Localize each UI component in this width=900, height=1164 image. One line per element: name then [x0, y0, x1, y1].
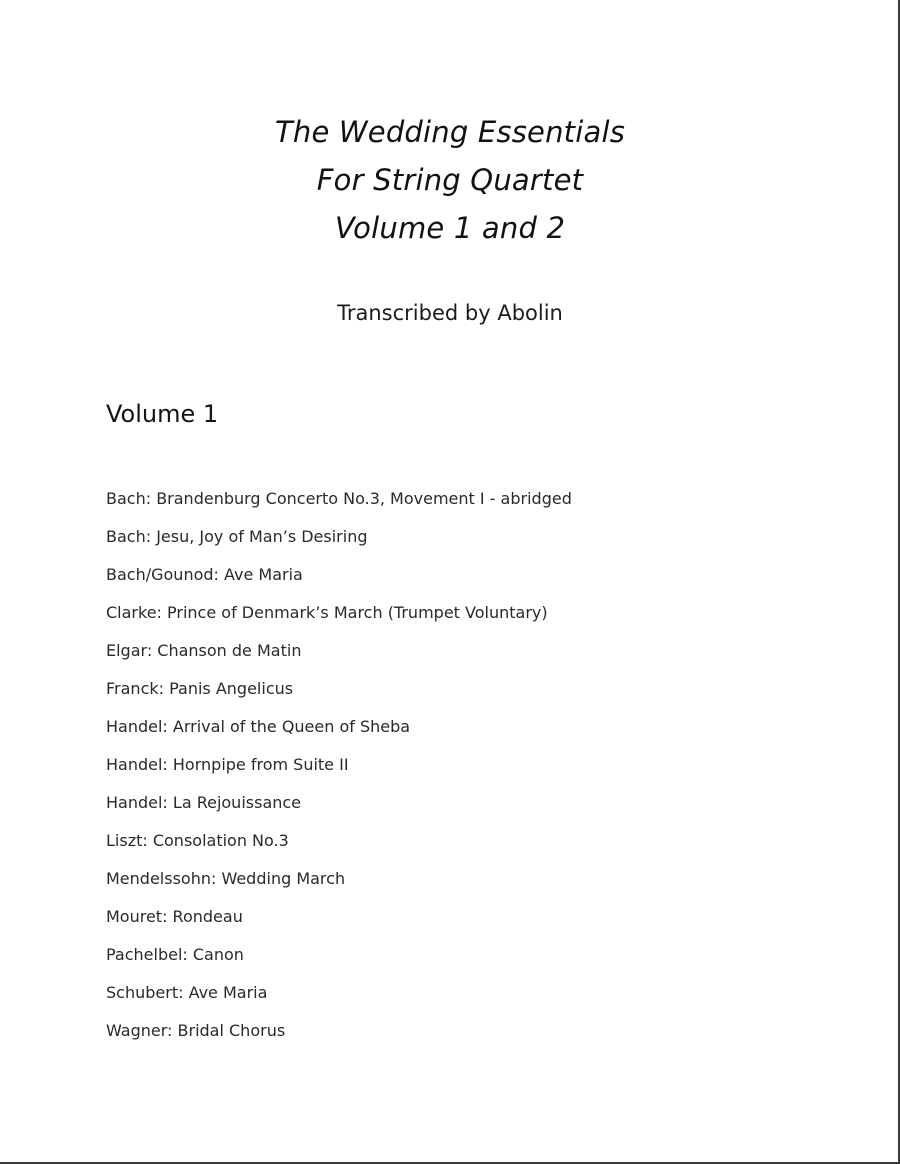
list-item: Mendelssohn: Wedding March [106, 869, 346, 888]
piece-list [106, 480, 572, 1050]
list-item: Elgar: Chanson de Matin [106, 641, 302, 660]
section-heading: Volume 1 [106, 400, 219, 428]
list-item: Clarke: Prince of Denmark’s March (Trumpet Voluntary) [106, 603, 548, 622]
list-item: Pachelbel: Canon [106, 945, 244, 964]
list-item: Mouret: Rondeau [106, 907, 243, 926]
list-item: Wagner: Bridal Chorus [106, 1021, 286, 1040]
list-item: Handel: Hornpipe from Suite II [106, 755, 349, 774]
title-line: Volume 1 and 2 [334, 211, 566, 245]
list-item: Franck: Panis Angelicus [106, 679, 294, 698]
list-item: Bach: Brandenburg Concerto No.3, Movement I - abridged [106, 489, 572, 508]
list-item: Bach: Jesu, Joy of Man’s Desiring [106, 527, 368, 546]
title-block [0, 108, 900, 252]
subtitle: Transcribed by Abolin [337, 301, 563, 325]
title-line: For String Quartet [316, 163, 584, 197]
list-item: Schubert: Ave Maria [106, 983, 268, 1002]
list-item: Handel: La Rejouissance [106, 793, 302, 812]
title-line: The Wedding Essentials [274, 115, 626, 149]
list-item: Bach/Gounod: Ave Maria [106, 565, 303, 584]
list-item: Handel: Arrival of the Queen of Sheba [106, 717, 411, 736]
list-item: Liszt: Consolation No.3 [106, 831, 289, 850]
